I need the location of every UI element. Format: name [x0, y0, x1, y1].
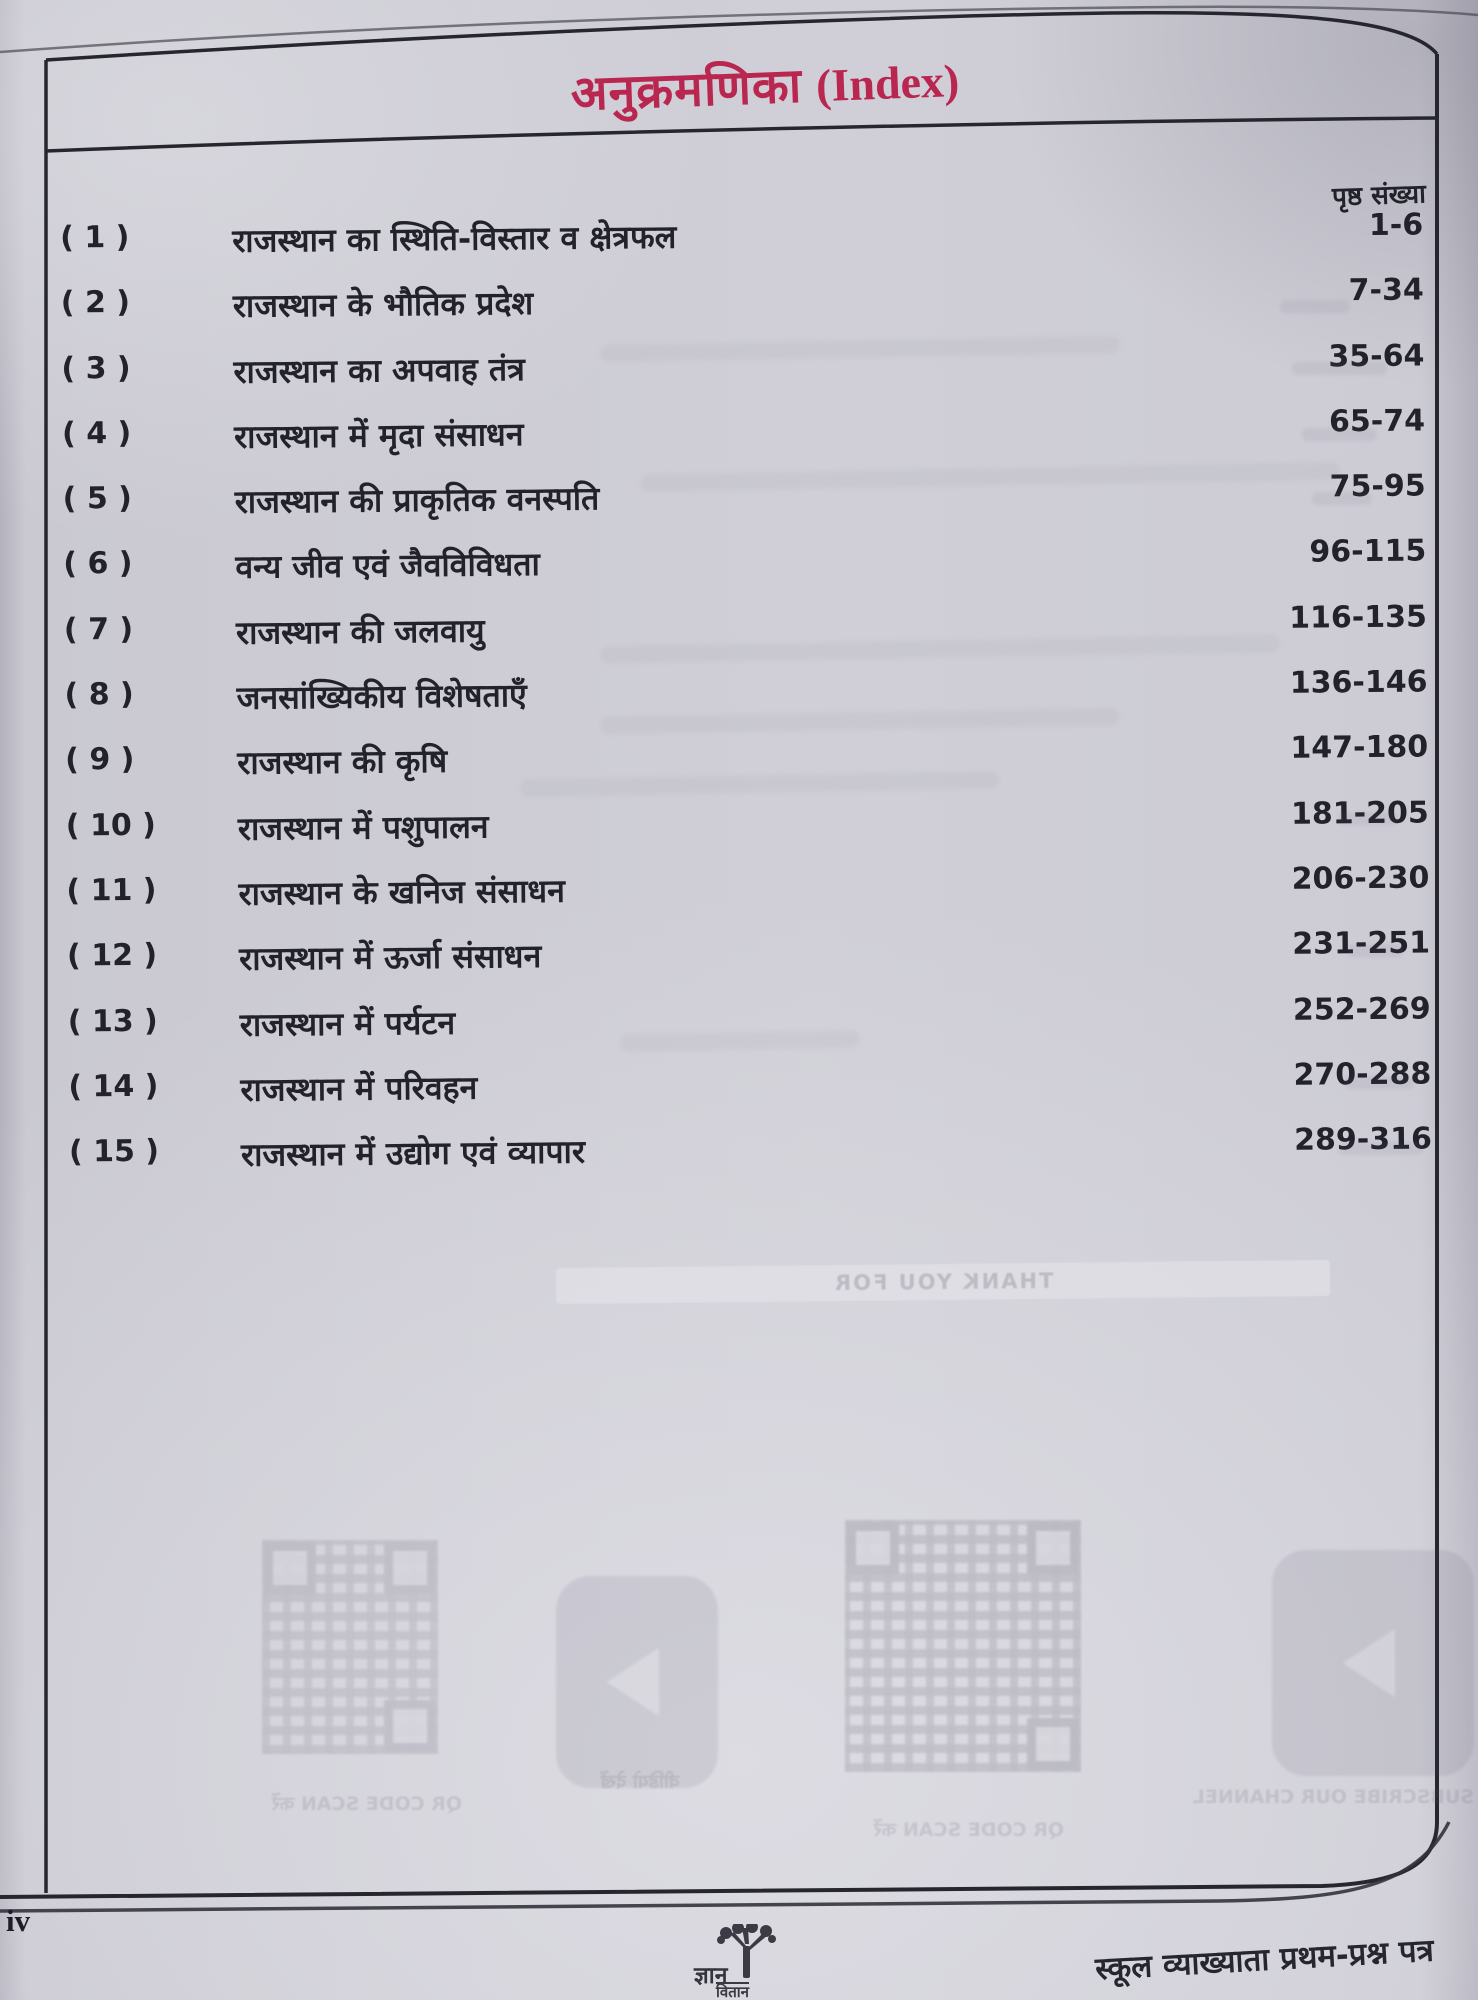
- item-pages: 116-135: [1289, 599, 1428, 636]
- bleedthrough-banner: [556, 1260, 1330, 1304]
- item-title: राजस्थान का अपवाह तंत्र: [233, 349, 525, 391]
- item-number: ( 7 ): [63, 611, 134, 648]
- bleedthrough-smudge: [1338, 812, 1398, 825]
- bleedthrough-smudge: [1348, 944, 1403, 957]
- bleedthrough-youtube-play-icon: [556, 1576, 718, 1788]
- item-number: ( 5 ): [62, 481, 133, 517]
- item-title: वन्य जीव एवं जैवविविधता: [235, 545, 540, 587]
- item-number: ( 10 ): [65, 807, 157, 844]
- folio-page-number: iv: [6, 1903, 31, 1938]
- bleedthrough-caption: QR CODE SCAN करें: [873, 1819, 1065, 1841]
- item-number: ( 8 ): [64, 676, 134, 713]
- index-row: [55, 1121, 1447, 1200]
- item-title: राजस्थान में ऊर्जा संसाधन: [238, 937, 542, 979]
- item-pages: 181-205: [1290, 795, 1429, 832]
- item-title: राजस्थान की प्राकृतिक वनस्पति: [234, 479, 600, 522]
- item-title: राजस्थान के भौतिक प्रदेश: [232, 284, 534, 326]
- item-pages: 289-316: [1294, 1121, 1433, 1158]
- item-pages: 136-146: [1289, 664, 1428, 701]
- item-number: ( 6 ): [63, 546, 133, 583]
- bleedthrough-caption: QR CODE SCAN करें: [271, 1793, 463, 1815]
- bleedthrough-youtube-play-icon: [1272, 1550, 1474, 1776]
- page-title-hindi: अनुक्रमणिका: [569, 57, 804, 123]
- item-title: जनसांख्यिकीय विशेषताएँ: [236, 676, 527, 717]
- page-title-english: (Index): [815, 54, 961, 112]
- item-number: ( 14 ): [68, 1068, 159, 1105]
- item-number: ( 4 ): [61, 415, 132, 452]
- item-number: ( 13 ): [67, 1003, 158, 1040]
- page-title: [25, 26, 1478, 145]
- bleedthrough-smudge: [1302, 428, 1377, 441]
- item-number: ( 12 ): [66, 937, 158, 974]
- item-title: राजस्थान के खनिज संसाधन: [238, 871, 566, 913]
- bleedthrough-smudge: [1280, 300, 1350, 313]
- edition-label: स्कूल व्याख्याता प्रथम-प्रश्न पत्र: [1094, 1932, 1435, 1988]
- item-pages: 147-180: [1290, 729, 1429, 767]
- page-number-column-header: पृष्ठ संख्या: [1331, 179, 1427, 213]
- item-number: ( 11 ): [66, 872, 157, 909]
- item-pages: 206-230: [1291, 860, 1430, 897]
- item-number: ( 15 ): [68, 1133, 160, 1170]
- item-pages: 75-95: [1329, 468, 1426, 505]
- item-pages: 65-74: [1328, 403, 1426, 440]
- item-pages: 96-115: [1309, 533, 1427, 571]
- bleedthrough-qr-code: [262, 1540, 438, 1754]
- bleedthrough-banner-text: THANK YOU FOR: [832, 1268, 1054, 1296]
- item-number: ( 9 ): [65, 742, 135, 778]
- item-pages: 231-251: [1292, 925, 1431, 963]
- item-pages: 252-269: [1292, 990, 1431, 1028]
- bleedthrough-smudge: [1338, 1142, 1423, 1155]
- item-title: राजस्थान में पर्यटन: [239, 1003, 456, 1044]
- item-pages: 270-288: [1293, 1056, 1432, 1093]
- item-number: ( 3 ): [61, 350, 131, 387]
- publisher-logo-text-bottom: वितान: [716, 1982, 749, 2000]
- item-pages: 35-64: [1328, 338, 1425, 374]
- item-pages: 1-6: [1368, 207, 1424, 243]
- item-title: राजस्थान में परिवहन: [240, 1068, 478, 1109]
- item-number: ( 2 ): [60, 285, 131, 321]
- item-title: राजस्थान में उद्योग एवं व्यापार: [240, 1132, 586, 1175]
- bleedthrough-smudge: [1344, 1076, 1414, 1089]
- bleedthrough-caption: वीडियो देखें: [600, 1771, 680, 1793]
- publisher-logo: [690, 1928, 800, 2000]
- item-pages: 7-34: [1348, 272, 1424, 309]
- item-title: राजस्थान में पशुपालन: [237, 807, 489, 848]
- publisher-logo-text-top: ज्ञान: [694, 1963, 728, 1989]
- item-title: राजस्थान में मृदा संसाधन: [233, 414, 524, 456]
- bleedthrough-smudge: [1312, 492, 1372, 505]
- item-number: ( 1 ): [60, 219, 130, 256]
- item-title: राजस्थान का स्थिति-विस्तार व क्षेत्रफल: [232, 217, 677, 260]
- bleedthrough-smudge: [1292, 362, 1387, 375]
- bleedthrough-caption: SUBSCRIBE OUR CHANNEL: [1192, 1786, 1474, 1808]
- bleedthrough-qr-code: [845, 1520, 1081, 1772]
- item-title: राजस्थान की कृषि: [237, 742, 448, 783]
- item-title: राजस्थान की जलवायु: [235, 611, 485, 652]
